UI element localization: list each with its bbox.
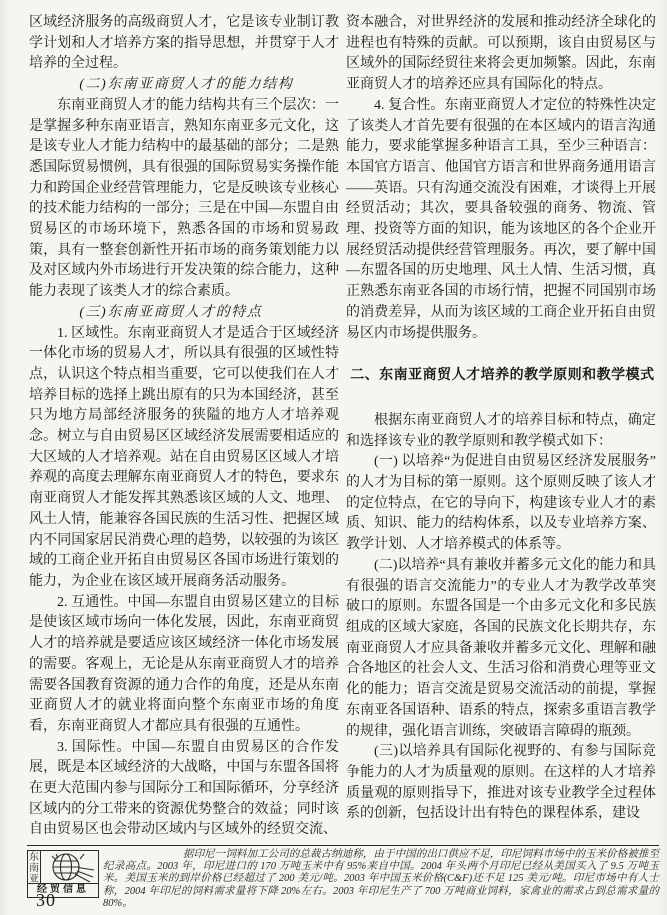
paragraph: 3. 国际性。中国—东盟自由贸易区的合作发展，既是本区域经济的大战略，中国与东盟各国将在更大范围内参与国际分工和国际循环，分享经济区域内的分工带来的资源优势整合的效益；同时该自由贸易区也会带动区域内与区域外的经贸交流、 [29, 739, 339, 838]
footnote-text: 据印尼一饲料加工公司的总裁古纳迪称，由于中国的出口供应不足，印尼饲料市场中的玉米价格被推至纪录高点。2003 年，印尼进口的 170 万吨玉米中有 95%来自中国。2004 年头两个月印尼已经从美国买入了 9.5 万吨玉米。美国玉米的到岸价格已经超过了 200 美元/吨。2003 年中国玉米价格(C&F)还不足 125 美元/吨。印尼市场中有人士称，2004 年印尼的饲料需求量将下降 20%左右。2003 年印尼生产了 700 万吨商业饲料，家禽业的需求占到总需求量的 80%。 [103, 849, 659, 909]
paragraph: 资本融合，对世界经济的发展和推动经济全球化的进程也有特殊的贡献。可以预期，该自由贸易区与区域外的国际经贸往来将会更加频繁。因此，东南亚商贸人才的培养还应具有国际化的特点。 [346, 15, 656, 93]
left-column [29, 13, 339, 845]
page-number: 30 [36, 890, 56, 910]
logo-body [28, 851, 98, 883]
paragraph: (三)以培养具有国际化视野的、有参与国际竞争能力的人才为质量观的原则。在这样的人才培养质量观的原则指导下，推进对该专业教学全过程体系的创新，包括设计出有特色的课程体系，建设 [346, 744, 656, 822]
paragraph: (一) 以培养“为促进自由贸易区经济发展服务”的人才为目标的第一原则。这个原则反映了该人才的定位特点，在它的导向下，构建该专业人才的素质、知识、能力的结构体系，以及专业培养方案、教学计划、人才培养模式的体系等。 [346, 454, 656, 553]
logo-vertical-text: 东南亚 [29, 852, 39, 885]
paragraph: 4. 复合性。东南亚商贸人才定位的特殊性决定了该类人才首先要有很强的在本区域内的语言沟通能力，要求能掌握多种语言工具，至少三种语言：本国官方语言、他国官方语言和世界商务通用语言——英语。只有沟通交流没有困难，才谈得上开展经贸活动；其次，要具备较强的商务、物流、管理、投资等方面的知识，能为该地区的各个企业开展经贸活动提供经营管理服务。再次，要了解中国—东盟各国的历史地理、风土人情、生活习惯，真正熟悉东南亚各国的市场行情，把握不同国别市场的消费差异，从而为该区域的工商企业开拓自由贸易区内市场提供服务。 [346, 97, 656, 341]
subsection-heading: (二)东南亚商贸人才的能力结构 [79, 77, 294, 93]
paragraph: 1. 区域性。东南亚商贸人才是适合于区域经济一体化市场的贸易人才，所以具有很强的区域性特点，认识这个特点相当重要，它可以使我们在人才培养目标的选择上跳出原有的只为本国经济，甚至只为地方局部经济服务的狭隘的地方人才培养观念。树立与自由贸易区区域经济发展需要相适应的大区域的人才培养观。站在自由贸易区区域人才培养观的高度去理解东南亚商贸人才的特色，要求东南亚商贸人才能发挥其熟悉该区域的人文、地理、风土人情，能兼容各国民族的生活习性、把握区域内不同国家居民消费心理的趋势，以较强的为该区域的工商企业开拓自由贸易区各国市场进行策划的能力，为企业在该区域开展商务活动服务。 [29, 325, 339, 589]
right-column [346, 13, 656, 845]
paragraph: 根据东南亚商贸人才的培养目标和特点，确定和选择该专业的教学原则和教学模式如下： [346, 412, 656, 449]
subsection-heading: (三)东南亚商贸人才的特点 [79, 304, 263, 320]
logo-bottom-text: 经贸信息 [28, 883, 98, 897]
section-heading: 二、东南亚商贸人才培养的教学原则和教学模式 [350, 366, 655, 383]
globe-icon [41, 851, 98, 883]
paragraph: 区域经济服务的高级商贸人才，它是该专业制订教学计划和人才培养方案的指导思想，并贯穿于人才培养的全过程。 [29, 15, 339, 72]
paragraph: 2. 互通性。中国—东盟自由贸易区建立的目标是使该区域市场向一体化发展，因此，东南亚商贸人才的培养就是要适应该区域经济一体化市场发展的需要。客观上，无论是从东南亚商贸人才的培养需要各国教育资源的通力合作的角度，还是从东南亚商贸人才的就业将面向整个东南亚市场的角度看，东南亚商贸人才都应具有很强的互通性。 [29, 594, 339, 734]
paragraph: 东南亚商贸人才的能力结构共有三个层次：一是掌握多种东南亚语言，熟知东南亚多元文化，这是该专业人才能力结构中的最基础的部分；二是熟悉国际贸易惯例，具有很强的国际贸易实务操作能力和跨国企业经营管理能力，它是反映该专业核心的技术能力结构的一部分；三是在中国—东盟自由贸易区的市场环境下，熟悉各国的市场和贸易政策，具有一整套创新性开拓市场的商务策划能力以及对区域内外市场进行开发决策的综合能力，这种能力表现了该类人才的综合素质。 [29, 97, 339, 300]
paragraph: (二)以培养“具有兼收并蓄多元文化的能力和具有很强的语言交流能力”的专业人才为教学改革突破口的原则。东盟各国是一个由多元文化和多民族组成的区域大家庭，各国的民族文化长期共存，东南亚商贸人才应具备兼收并蓄多元文化、理解和融合各地区的社会人文、生活习俗和消费心理等亚文化的能力；语言交流是贸易交流活动的前提，掌握东南亚各国语种、语系的特点，探索多重语言教学的规律，强化语言训练，突破语言障碍的瓶颈。 [346, 557, 656, 739]
footnote-divider [27, 845, 659, 846]
